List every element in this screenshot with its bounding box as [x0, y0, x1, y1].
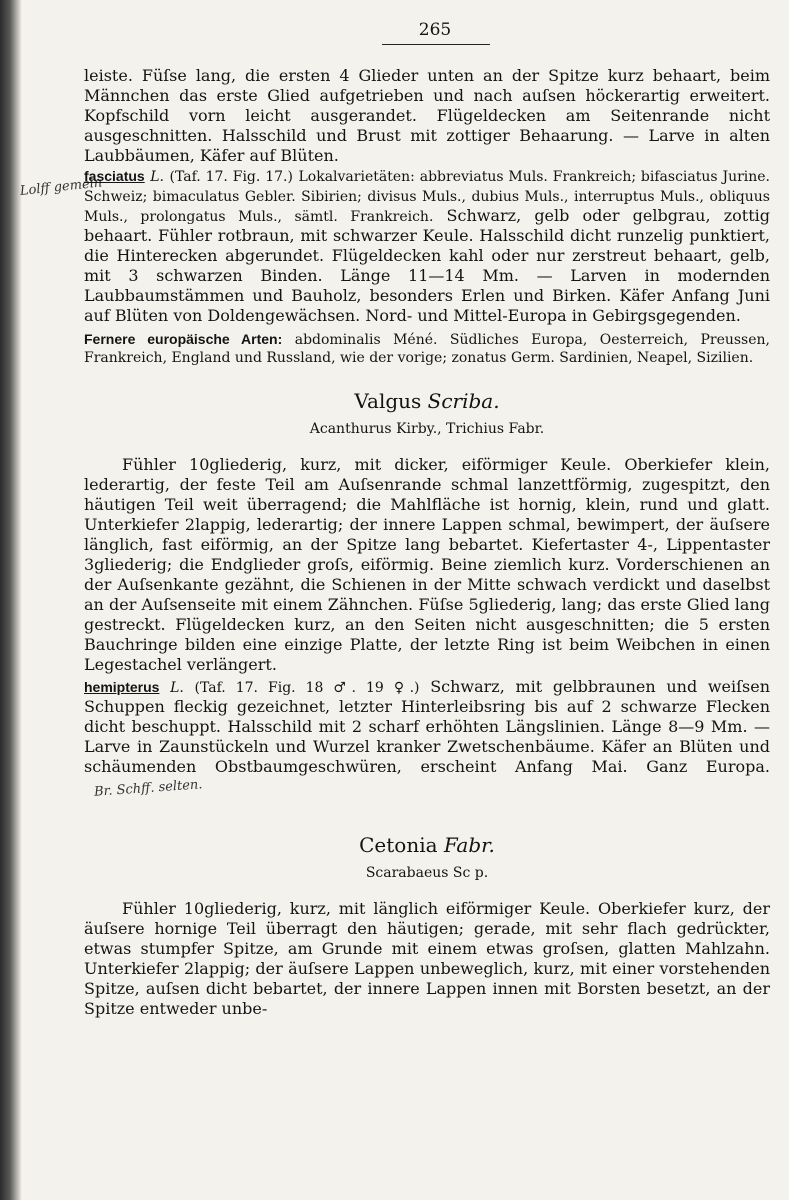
- plate-ref-hemipterus: (Taf. 17. Fig. 18 ♂. 19 ♀.): [194, 680, 420, 696]
- genus-heading-cetonia: [84, 833, 770, 857]
- hemipterus-description: Schwarz, mit gelbbraunen und weiſsen Schuppen fleckig gezeichnet, letzter Hinterleibsring bis auf 2 schwarze Flecken dicht beschuppt. Halsschild mit 2 scharf erhöhten Längslinien. Länge 8—9 Mm. — Larve in Zaunstückeln und Wurzel kranker Zwetschenbäume. Käfer an Blüten und schäumenden Obstbaumgeschwüren, erscheint Anfang Mai. Ganz Europa.: [84, 677, 771, 776]
- page-content: [84, 66, 770, 1019]
- fasciatus-description: Schwarz, gelb oder gelbgrau, zottig behaart. Fühler rotbraun, mit schwarzer Keule. Halsschild dicht runzelig punktiert, die Hinterecken abgerundet. Flügeldecken kahl oder nur zerstreut behaart, gelb, mit 3 schwarzen Binden. Länge 11—14 Mm. — Larven in modernden Laubbaumstämmen und Bauholz, besonders Erlen und Birken. Käfer Anfang Juni auf Blüten von Doldengewächsen. Nord- und Mittel-Europa in Gebirgsgegenden.: [84, 206, 770, 325]
- hemipterus-entry: [84, 677, 770, 799]
- fernere-arten-text: abdominalis Méné. Südliches Europa, Oesterreich, Preussen, Frankreich, England und Russland, wie der vorige; zonatus Germ. Sardinien, Neapel, Sizilien.: [84, 332, 770, 366]
- book-binding-shadow: [0, 0, 22, 1200]
- genus-author-valgus: Scriba.: [427, 389, 500, 413]
- genus-description-cetonia: Fühler 10gliederig, kurz, mit länglich eiförmiger Keule. Oberkiefer kurz, der äuſsere hornige Teil überragt den häutigen; gerade, mit sehr flach gedrückter, etwas stumpfer Spitze, am Grunde mit einem etwas groſsen, glatten Mahlzahn. Unterkiefer 2lappig; der äuſsere Lappen unbeweglich, kurz, mit einer vorstehenden Spitze, auſsen dicht bebartet, der innere Lappen innen mit Borsten besetzt, an der Spitze entweder unbe-: [84, 899, 770, 1018]
- species-name-fasciatus: fasciatus: [84, 168, 145, 184]
- margin-handwritten-note: Lolff gemein: [19, 175, 103, 199]
- species-author-fasciatus: L.: [150, 169, 164, 185]
- page-number: 265: [418, 20, 452, 40]
- species-name-hemipterus: hemipterus: [84, 679, 160, 695]
- genus-name-valgus: Valgus: [354, 389, 422, 413]
- genus-description-valgus: Fühler 10gliederig, kurz, mit dicker, eiförmiger Keule. Oberkiefer klein, lederartig, der feste Teil am Auſsenrande schmal lanzettförmig, zugespitzt, den häutigen Teil weit überragend; die Mahlfläche ist hornig, klein, rund und glatt. Unterkiefer 2lappig, lederartig; der innere Lappen schmal, bewimpert, der äuſsere länglich, fast eiförmig, an der Spitze lang bebartet. Kiefertaster 4-, Lippentaster 3gliederig; die Endglieder groſs, eiförmig. Beine ziemlich kurz. Vorderschienen an der Auſsenkante gezähnt, die Schienen in der Mitte schwach verdickt und daselbst an der Auſsenseite mit einem Zähnchen. Füſse 5gliederig, lang; das erste Glied lang gestreckt. Flügeldecken kurz, an den Seiten nicht ausgeschnitten; die 5 ersten Bauchringe bilden eine einzige Platte, der letzte Ring ist beim Weibchen in einen Legestachel verlängert.: [84, 455, 770, 674]
- page-number-rule: [382, 44, 490, 45]
- genus-synonyms-cetonia: Scarabaeus Sc p.: [365, 865, 489, 881]
- genus-synonyms-valgus: Acanthurus Kirby., Trichius Fabr.: [309, 421, 545, 437]
- inline-handwritten-note: Br. Schff. selten.: [93, 777, 203, 800]
- genus-author-cetonia: Fabr.: [443, 833, 495, 857]
- fasciatus-varieties: Lokalvarietäten: abbreviatus Muls. Frankreich; bifasciatus Jurine. Schweiz; bimaculatus Gebler. Sibirien; divisus Muls., dubius Muls., interruptus Muls., obliquus Muls., prolongatus Muls., sämtl. Frankreich.: [84, 169, 771, 225]
- genus-heading-valgus: [84, 389, 770, 413]
- continuation-paragraph: leiste. Füſse lang, die ersten 4 Glieder unten an der Spitze kurz behaart, beim Männchen das erste Glied aufgetrieben und nach auſsen höckerartig erweitert. Kopfschild vorn leicht ausgerandet. Flügeldecken am Seitenrande nicht ausgeschnitten. Halsschild und Brust mit zottiger Behaarung. — Larve in alten Laubbäumen, Käfer auf Blüten.: [84, 66, 770, 165]
- fernere-arten-paragraph: [84, 330, 770, 367]
- fernere-arten-label: Fernere europäische Arten:: [84, 331, 283, 347]
- fasciatus-entry: [84, 166, 770, 326]
- species-author-hemipterus: L.: [170, 680, 184, 696]
- plate-ref-fasciatus: (Taf. 17. Fig. 17.): [169, 169, 293, 185]
- genus-name-cetonia: Cetonia: [359, 833, 438, 857]
